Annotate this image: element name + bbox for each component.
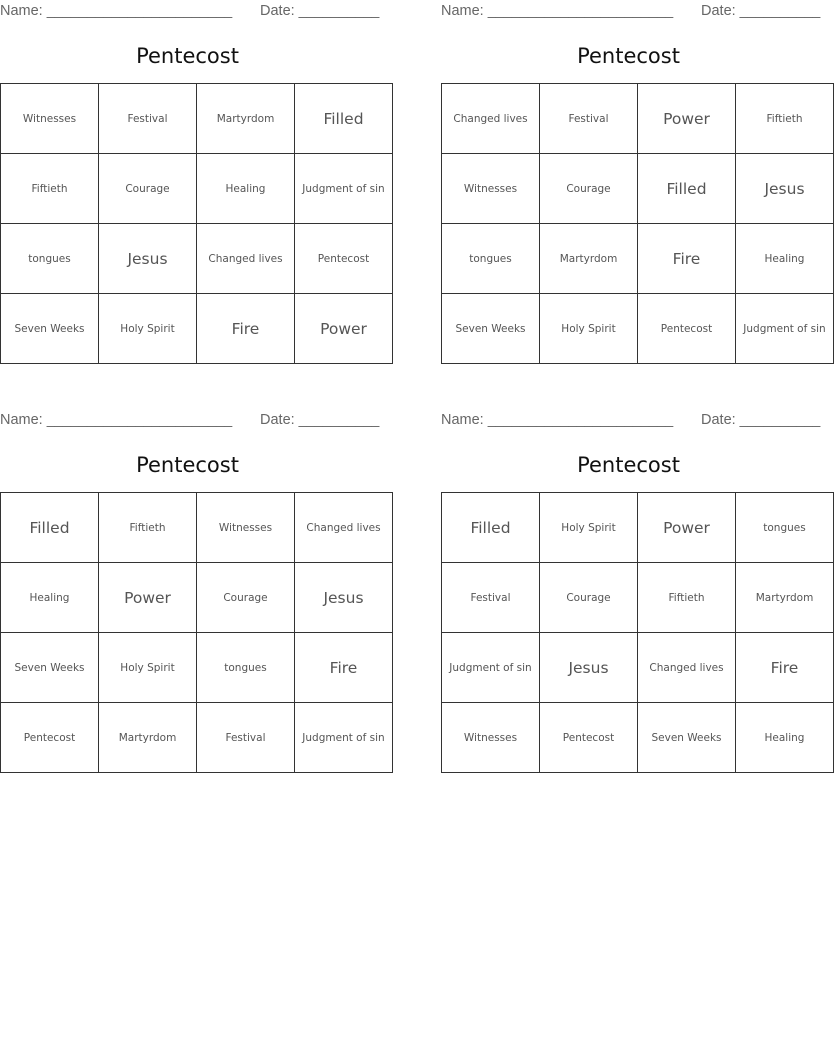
bingo-cell: Filled [295, 84, 393, 154]
bingo-cell: Pentecost [540, 703, 638, 773]
bingo-cell: Jesus [99, 224, 197, 294]
grid-row [1, 563, 393, 633]
bingo-cell: Power [638, 493, 736, 563]
bingo-cell: Courage [540, 154, 638, 224]
bingo-grid [441, 83, 834, 364]
bingo-cell: Power [99, 563, 197, 633]
bingo-cell: Filled [442, 493, 540, 563]
bingo-grid [0, 83, 393, 364]
bingo-card [0, 409, 385, 772]
bingo-cell: Power [638, 84, 736, 154]
grid-row [442, 154, 834, 224]
bingo-cell: Jesus [736, 154, 834, 224]
grid-row [442, 703, 834, 773]
grid-row [442, 84, 834, 154]
bingo-cell: Filled [1, 493, 99, 563]
bingo-cell: Judgment of sin [295, 154, 393, 224]
card-title: Pentecost [136, 453, 239, 477]
grid-row [442, 224, 834, 294]
name-field-label: Name: _______________________ [0, 412, 233, 428]
bingo-card [0, 0, 385, 363]
name-field-label: Name: _______________________ [441, 3, 674, 19]
bingo-cell: Witnesses [442, 154, 540, 224]
bingo-cell: Fire [736, 633, 834, 703]
bingo-cell: Courage [99, 154, 197, 224]
bingo-cell: Healing [1, 563, 99, 633]
bingo-cell: Seven Weeks [442, 294, 540, 364]
grid-row [1, 493, 393, 563]
bingo-cell: Pentecost [1, 703, 99, 773]
date-field-label: Date: __________ [260, 3, 380, 19]
grid-row [1, 154, 393, 224]
bingo-cell: tongues [736, 493, 834, 563]
bingo-cell: Pentecost [638, 294, 736, 364]
bingo-cell: Judgment of sin [736, 294, 834, 364]
grid-row [442, 294, 834, 364]
bingo-cell: Healing [197, 154, 295, 224]
grid-row [1, 84, 393, 154]
bingo-cell: Seven Weeks [1, 294, 99, 364]
bingo-grid [0, 492, 393, 773]
grid-row [1, 703, 393, 773]
bingo-cell: Festival [540, 84, 638, 154]
bingo-grid [441, 492, 834, 773]
bingo-cell: Changed lives [295, 493, 393, 563]
name-field-label: Name: _______________________ [441, 412, 674, 428]
bingo-cell: Jesus [540, 633, 638, 703]
grid-row [442, 493, 834, 563]
bingo-cell: Changed lives [638, 633, 736, 703]
card-title: Pentecost [577, 453, 680, 477]
grid-row [1, 633, 393, 703]
card-title: Pentecost [136, 44, 239, 68]
bingo-cell: Healing [736, 224, 834, 294]
bingo-cell: Martyrdom [197, 84, 295, 154]
bingo-cell: Festival [442, 563, 540, 633]
bingo-cell: Changed lives [442, 84, 540, 154]
card-title: Pentecost [577, 44, 680, 68]
bingo-cell: Healing [736, 703, 834, 773]
bingo-card [441, 409, 821, 772]
bingo-cell: Courage [540, 563, 638, 633]
bingo-cell: Fiftieth [99, 493, 197, 563]
bingo-cell: Holy Spirit [540, 493, 638, 563]
bingo-cell: Holy Spirit [99, 633, 197, 703]
bingo-cell: Judgment of sin [442, 633, 540, 703]
bingo-cell: tongues [442, 224, 540, 294]
bingo-cell: tongues [197, 633, 295, 703]
bingo-cell: tongues [1, 224, 99, 294]
bingo-cell: Fire [197, 294, 295, 364]
bingo-cell: Fiftieth [736, 84, 834, 154]
bingo-cell: Fire [638, 224, 736, 294]
date-field-label: Date: __________ [701, 3, 821, 19]
bingo-cell: Jesus [295, 563, 393, 633]
bingo-cell: Martyrdom [99, 703, 197, 773]
bingo-cell: Holy Spirit [99, 294, 197, 364]
grid-row [442, 633, 834, 703]
bingo-cell: Holy Spirit [540, 294, 638, 364]
bingo-cell: Fire [295, 633, 393, 703]
grid-row [442, 563, 834, 633]
bingo-cell: Fiftieth [638, 563, 736, 633]
bingo-cell: Changed lives [197, 224, 295, 294]
bingo-cell: Seven Weeks [1, 633, 99, 703]
bingo-cell: Martyrdom [736, 563, 834, 633]
bingo-cell: Witnesses [1, 84, 99, 154]
bingo-cell: Pentecost [295, 224, 393, 294]
bingo-cell: Witnesses [442, 703, 540, 773]
bingo-cell: Martyrdom [540, 224, 638, 294]
bingo-cell: Fiftieth [1, 154, 99, 224]
bingo-cell: Festival [197, 703, 295, 773]
bingo-cell: Courage [197, 563, 295, 633]
bingo-cell: Witnesses [197, 493, 295, 563]
bingo-cell: Power [295, 294, 393, 364]
date-field-label: Date: __________ [260, 412, 380, 428]
bingo-cell: Seven Weeks [638, 703, 736, 773]
bingo-cell: Festival [99, 84, 197, 154]
bingo-card [441, 0, 826, 363]
grid-row [1, 294, 393, 364]
grid-row [1, 224, 393, 294]
bingo-cell: Filled [638, 154, 736, 224]
bingo-cell: Judgment of sin [295, 703, 393, 773]
date-field-label: Date: __________ [701, 412, 821, 428]
name-field-label: Name: _______________________ [0, 3, 233, 19]
